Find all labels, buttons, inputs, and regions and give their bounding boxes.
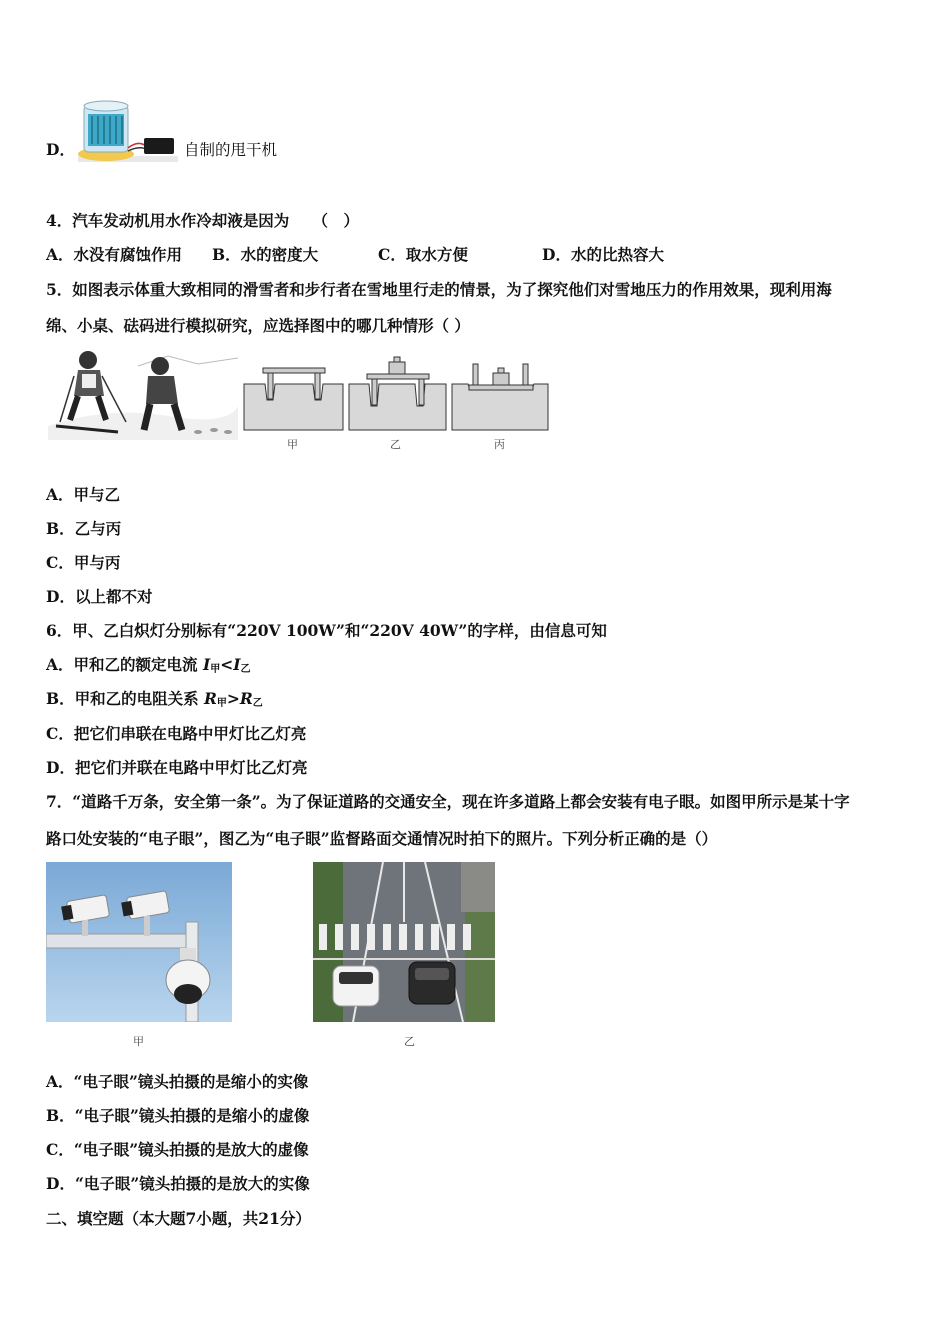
q7-fig-label-jia: 甲 [133, 1035, 144, 1048]
traffic-camera-image [46, 862, 232, 1022]
q5-option-d: D．以上都不对 [46, 587, 153, 606]
road-photo-image [313, 862, 495, 1022]
q6-b-prefix: B．甲和乙的电阻关系 [46, 689, 204, 708]
q7-fig-label-yi: 乙 [404, 1035, 415, 1048]
q6-stem: 6．甲、乙白炽灯分别标有“220V 100W”和“220V 40W”的字样，由信息可知 [46, 621, 607, 640]
q5-fig-label-jia: 甲 [287, 438, 298, 451]
q6-a-sub1: 甲 [210, 664, 221, 675]
q3-option-d-label: D． [46, 140, 75, 159]
sponge-table-figures [243, 356, 549, 436]
skier-walker-image [48, 346, 238, 440]
q6-b-sub1: 甲 [216, 698, 227, 709]
q7-option-d: D．“电子眼”镜头拍摄的是放大的实像 [46, 1174, 310, 1193]
q6-a-prefix: A．甲和乙的额定电流 [46, 655, 203, 674]
q6-option-b [46, 689, 263, 714]
q3-option-d-text: 自制的甩干机 [184, 141, 278, 159]
q7-option-a: A．“电子眼”镜头拍摄的是缩小的实像 [46, 1072, 309, 1091]
q5-option-b: B．乙与丙 [46, 519, 122, 538]
section2-title: 二、填空题（本大题7小题，共21分） [46, 1209, 311, 1228]
q4-option-a: A．水没有腐蚀作用 [46, 245, 183, 264]
q4-option-c: C．取水方便 [378, 245, 468, 264]
q6-option-d: D．把它们并联在电路中甲灯比乙灯亮 [46, 758, 308, 777]
q5-fig-label-bing: 丙 [494, 438, 505, 451]
q5-stem-line1: 5．如图表示体重大致相同的滑雪者和步行者在雪地里行走的情景，为了探究他们对雪地压力的作用效果，现利用海 [46, 280, 832, 299]
q7-stem-line2: 路口处安装的“电子眼”，图乙为“电子眼”监督路面交通情况时拍下的照片。下列分析正确的是（） [46, 829, 718, 848]
q4-option-d: D．水的比热容大 [542, 245, 664, 264]
q6-b-var2: R [239, 689, 253, 708]
q6-option-c: C．把它们串联在电路中甲灯比乙灯亮 [46, 724, 307, 743]
q6-b-var1: R [204, 689, 217, 708]
q7-stem-line1: 7．“道路千万条，安全第一条”。为了保证道路的交通安全，现在许多道路上都会安装有电子眼。如图甲所示是某十字 [46, 792, 850, 811]
q6-a-sub2: 乙 [240, 664, 251, 675]
q5-option-c: C．甲与丙 [46, 553, 121, 572]
q6-b-op: > [226, 689, 240, 708]
q6-a-var1: I [202, 655, 211, 674]
q6-a-var2: I [233, 655, 241, 674]
spin-dryer-image [76, 98, 180, 166]
q4-stem: 4．汽车发动机用水作冷却液是因为 （ ） [46, 211, 360, 230]
q6-a-op: < [220, 655, 234, 674]
q4-option-b: B．水的密度大 [212, 245, 319, 264]
q6-option-a [46, 655, 250, 680]
q5-option-a: A．甲与乙 [46, 485, 121, 504]
q5-stem-line2: 绵、小桌、砝码进行模拟研究，应选择图中的哪几种情形（ ） [46, 316, 470, 335]
q7-option-b: B．“电子眼”镜头拍摄的是缩小的虚像 [46, 1106, 310, 1125]
q5-fig-label-yi: 乙 [390, 438, 401, 451]
q7-option-c: C．“电子眼”镜头拍摄的是放大的虚像 [46, 1140, 309, 1159]
q6-b-sub2: 乙 [252, 698, 263, 709]
